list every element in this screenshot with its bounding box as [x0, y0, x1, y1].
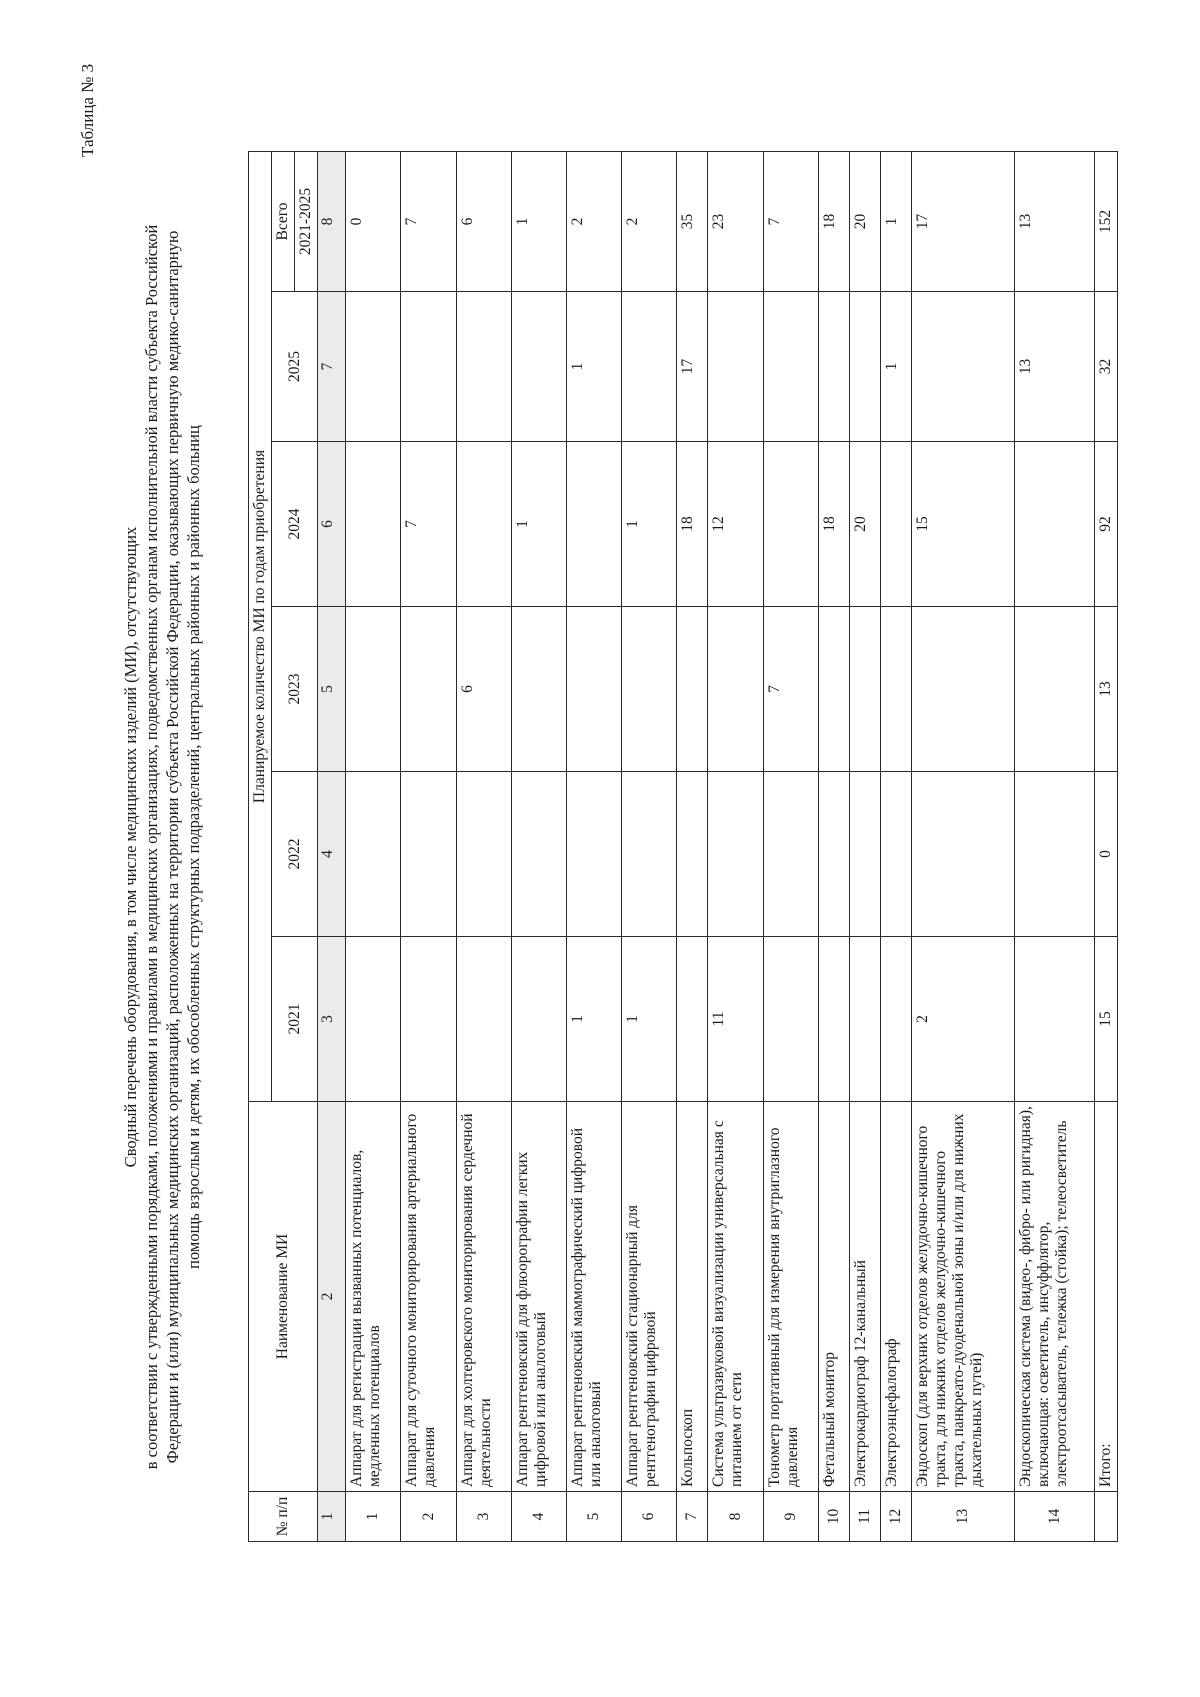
item-name: Кольпоскоп	[677, 1102, 708, 1492]
item-name: Аппарат для суточного мониторирования артериального давления	[401, 1102, 456, 1492]
qty-2022	[708, 772, 763, 937]
qty-2025: 13	[1015, 292, 1095, 442]
header-year-2024: 2024	[272, 442, 318, 607]
column-number: 3	[318, 937, 346, 1102]
qty-2025	[763, 292, 818, 442]
item-name: Аппарат рентгеновский маммографический цифровой или аналоговый	[567, 1102, 622, 1492]
row-number: 14	[1015, 1492, 1095, 1542]
item-name: Электрокардиограф 12-канальный	[849, 1102, 880, 1492]
qty-2022	[911, 772, 1015, 937]
column-number: 6	[318, 442, 346, 607]
header-total-period: 2021-2025	[295, 151, 318, 291]
qty-2023	[911, 607, 1015, 772]
qty-2021	[818, 937, 849, 1102]
qty-2021	[849, 937, 880, 1102]
qty-total: 2	[622, 151, 677, 291]
qty-2022	[818, 772, 849, 937]
column-number: 2	[318, 1102, 346, 1492]
qty-2021: 2	[911, 937, 1015, 1102]
table-row	[911, 151, 1015, 1541]
qty-2025	[818, 292, 849, 442]
qty-total: 6	[456, 151, 511, 291]
qty-2025	[346, 292, 401, 442]
qty-2025	[622, 292, 677, 442]
table-row	[708, 151, 763, 1541]
qty-2022	[677, 772, 708, 937]
total-row	[1095, 151, 1118, 1541]
row-number: 7	[677, 1492, 708, 1542]
column-number: 5	[318, 607, 346, 772]
column-number: 7	[318, 292, 346, 442]
qty-2025: 1	[567, 292, 622, 442]
qty-2022	[511, 772, 566, 937]
row-number: 3	[456, 1492, 511, 1542]
header-year-2021: 2021	[272, 937, 318, 1102]
heading-line-4: помощь взрослым и детям, их обособленных структурных подразделений, центральных районных и районных больниц	[184, 425, 203, 1269]
qty-2022	[346, 772, 401, 937]
qty-2023	[401, 607, 456, 772]
qty-2025	[511, 292, 566, 442]
qty-2022	[849, 772, 880, 937]
qty-2024: 1	[622, 442, 677, 607]
document-heading	[120, 147, 204, 1547]
qty-2021: 1	[567, 937, 622, 1102]
heading-line-2: в соответствии с утвержденными порядками, положениями и правилами в медицинских организациях, подведомственных органам исполнительной власти субъекта Российской	[142, 224, 161, 1470]
qty-total: 7	[763, 151, 818, 291]
qty-2024	[1015, 442, 1095, 607]
table-row	[456, 151, 511, 1541]
qty-total: 13	[1015, 151, 1095, 291]
table-row	[763, 151, 818, 1541]
qty-2024: 18	[677, 442, 708, 607]
qty-2023	[818, 607, 849, 772]
heading-line-1: Сводный перечень оборудования, в том числе медицинских изделий (МИ), отсутствующих	[121, 526, 140, 1168]
header-planned: Планируемое количество МИ по годам приобретения	[249, 151, 272, 1101]
qty-2022	[763, 772, 818, 937]
header-year-2025: 2025	[272, 292, 318, 442]
column-number: 1	[318, 1492, 346, 1542]
table-body	[318, 151, 1095, 1541]
header-year-2022: 2022	[272, 772, 318, 937]
total-2024: 92	[1095, 442, 1118, 607]
qty-2025	[911, 292, 1015, 442]
table-row	[818, 151, 849, 1541]
qty-2023: 6	[456, 607, 511, 772]
equipment-table-container	[248, 152, 1118, 1542]
qty-2021	[677, 937, 708, 1102]
qty-2023	[567, 607, 622, 772]
item-name: Фетальный монитор	[818, 1102, 849, 1492]
qty-2024	[763, 442, 818, 607]
item-name: Аппарат для холтеровского мониторирования сердечной деятельности	[456, 1102, 511, 1492]
qty-total: 23	[708, 151, 763, 291]
total-2025: 32	[1095, 292, 1118, 442]
row-number: 13	[911, 1492, 1015, 1542]
qty-2022	[401, 772, 456, 937]
item-name: Эндоскопическая система (видео-, фибро- или ригидная), включающая: осветитель, инсуффлятор, электроотсасыватель, тележка (стойка); телеосветитель	[1015, 1102, 1095, 1492]
table-row	[880, 151, 911, 1541]
row-number: 8	[708, 1492, 763, 1542]
header-total: Всего	[272, 151, 295, 291]
qty-2025: 17	[677, 292, 708, 442]
qty-total: 2	[567, 151, 622, 291]
table-row	[622, 151, 677, 1541]
qty-2021	[1015, 937, 1095, 1102]
qty-2024: 1	[511, 442, 566, 607]
qty-2023	[677, 607, 708, 772]
qty-2024	[456, 442, 511, 607]
item-name: Тонометр портативный для измерения внутриглазного давления	[763, 1102, 818, 1492]
heading-line-3: Федерации и (или) муниципальных медицинских организаций, расположенных на территории субъекта Российской Федерации, оказывающих первичную медико-санитарную	[163, 230, 182, 1464]
header-row-1	[249, 151, 272, 1541]
table-row	[677, 151, 708, 1541]
item-name: Аппарат рентгеновский стационарный для рентгенографии цифровой	[622, 1102, 677, 1492]
qty-2022	[880, 772, 911, 937]
qty-2024: 12	[708, 442, 763, 607]
qty-2024: 15	[911, 442, 1015, 607]
qty-2021: 11	[708, 937, 763, 1102]
qty-total: 17	[911, 151, 1015, 291]
table-row	[567, 151, 622, 1541]
qty-2024: 18	[818, 442, 849, 607]
item-name: Электроэнцефалограф	[880, 1102, 911, 1492]
qty-2021	[763, 937, 818, 1102]
header-year-2023: 2023	[272, 607, 318, 772]
qty-2021: 1	[622, 937, 677, 1102]
qty-total: 1	[880, 151, 911, 291]
qty-total: 1	[511, 151, 566, 291]
qty-2023	[849, 607, 880, 772]
total-row-no	[1095, 1492, 1118, 1542]
qty-2021	[880, 937, 911, 1102]
qty-2022	[456, 772, 511, 937]
table-row	[401, 151, 456, 1541]
qty-2024	[567, 442, 622, 607]
qty-2023	[708, 607, 763, 772]
qty-2024	[880, 442, 911, 607]
qty-2025	[401, 292, 456, 442]
qty-2024: 20	[849, 442, 880, 607]
qty-2023	[1015, 607, 1095, 772]
qty-2023	[511, 607, 566, 772]
qty-total: 18	[818, 151, 849, 291]
row-number: 4	[511, 1492, 566, 1542]
row-number: 10	[818, 1492, 849, 1542]
total-2021: 15	[1095, 937, 1118, 1102]
qty-2023	[346, 607, 401, 772]
total-2022: 0	[1095, 772, 1118, 937]
qty-2025	[456, 292, 511, 442]
table-row	[849, 151, 880, 1541]
column-number: 8	[318, 151, 346, 291]
qty-2024: 7	[401, 442, 456, 607]
table-row	[346, 151, 401, 1541]
total-label: Итого:	[1095, 1102, 1118, 1492]
qty-2023: 7	[763, 607, 818, 772]
qty-total: 0	[346, 151, 401, 291]
qty-total: 35	[677, 151, 708, 291]
item-name: Эндоскоп (для верхних отделов желудочно-кишечного тракта, для нижних отделов желудочно-кишечного тракта, панкреато-дуоденальной зоны и/или для нижних дыхательных путей)	[911, 1102, 1015, 1492]
table-row	[511, 151, 566, 1541]
qty-2021	[456, 937, 511, 1102]
qty-2024	[346, 442, 401, 607]
qty-total: 7	[401, 151, 456, 291]
qty-2022	[622, 772, 677, 937]
row-number: 11	[849, 1492, 880, 1542]
qty-2025: 1	[880, 292, 911, 442]
qty-2022	[1015, 772, 1095, 937]
column-numbers-row	[318, 151, 346, 1541]
qty-2023	[622, 607, 677, 772]
row-number: 9	[763, 1492, 818, 1542]
column-number: 4	[318, 772, 346, 937]
row-number: 12	[880, 1492, 911, 1542]
qty-2025	[708, 292, 763, 442]
qty-2021	[346, 937, 401, 1102]
row-number: 6	[622, 1492, 677, 1542]
table-row	[1015, 151, 1095, 1541]
qty-2021	[511, 937, 566, 1102]
item-name: Аппарат для регистрации вызванных потенциалов, медленных потенциалов	[346, 1102, 401, 1492]
row-number: 5	[567, 1492, 622, 1542]
item-name: Система ультразвуковой визуализации универсальная с питанием от сети	[708, 1102, 763, 1492]
qty-2021	[401, 937, 456, 1102]
row-number: 2	[401, 1492, 456, 1542]
qty-2025	[849, 292, 880, 442]
qty-2022	[567, 772, 622, 937]
total-all: 152	[1095, 151, 1118, 291]
header-no: № п/п	[249, 1492, 318, 1542]
item-name: Аппарат рентгеновский для флюорографии легких цифровой или аналоговый	[511, 1102, 566, 1492]
row-number: 1	[346, 1492, 401, 1542]
table-number-label: Таблица № 3	[78, 63, 97, 157]
total-2023: 13	[1095, 607, 1118, 772]
qty-total: 20	[849, 151, 880, 291]
header-name: Наименование МИ	[249, 1102, 318, 1492]
qty-2023	[880, 607, 911, 772]
equipment-table	[248, 151, 1118, 1542]
